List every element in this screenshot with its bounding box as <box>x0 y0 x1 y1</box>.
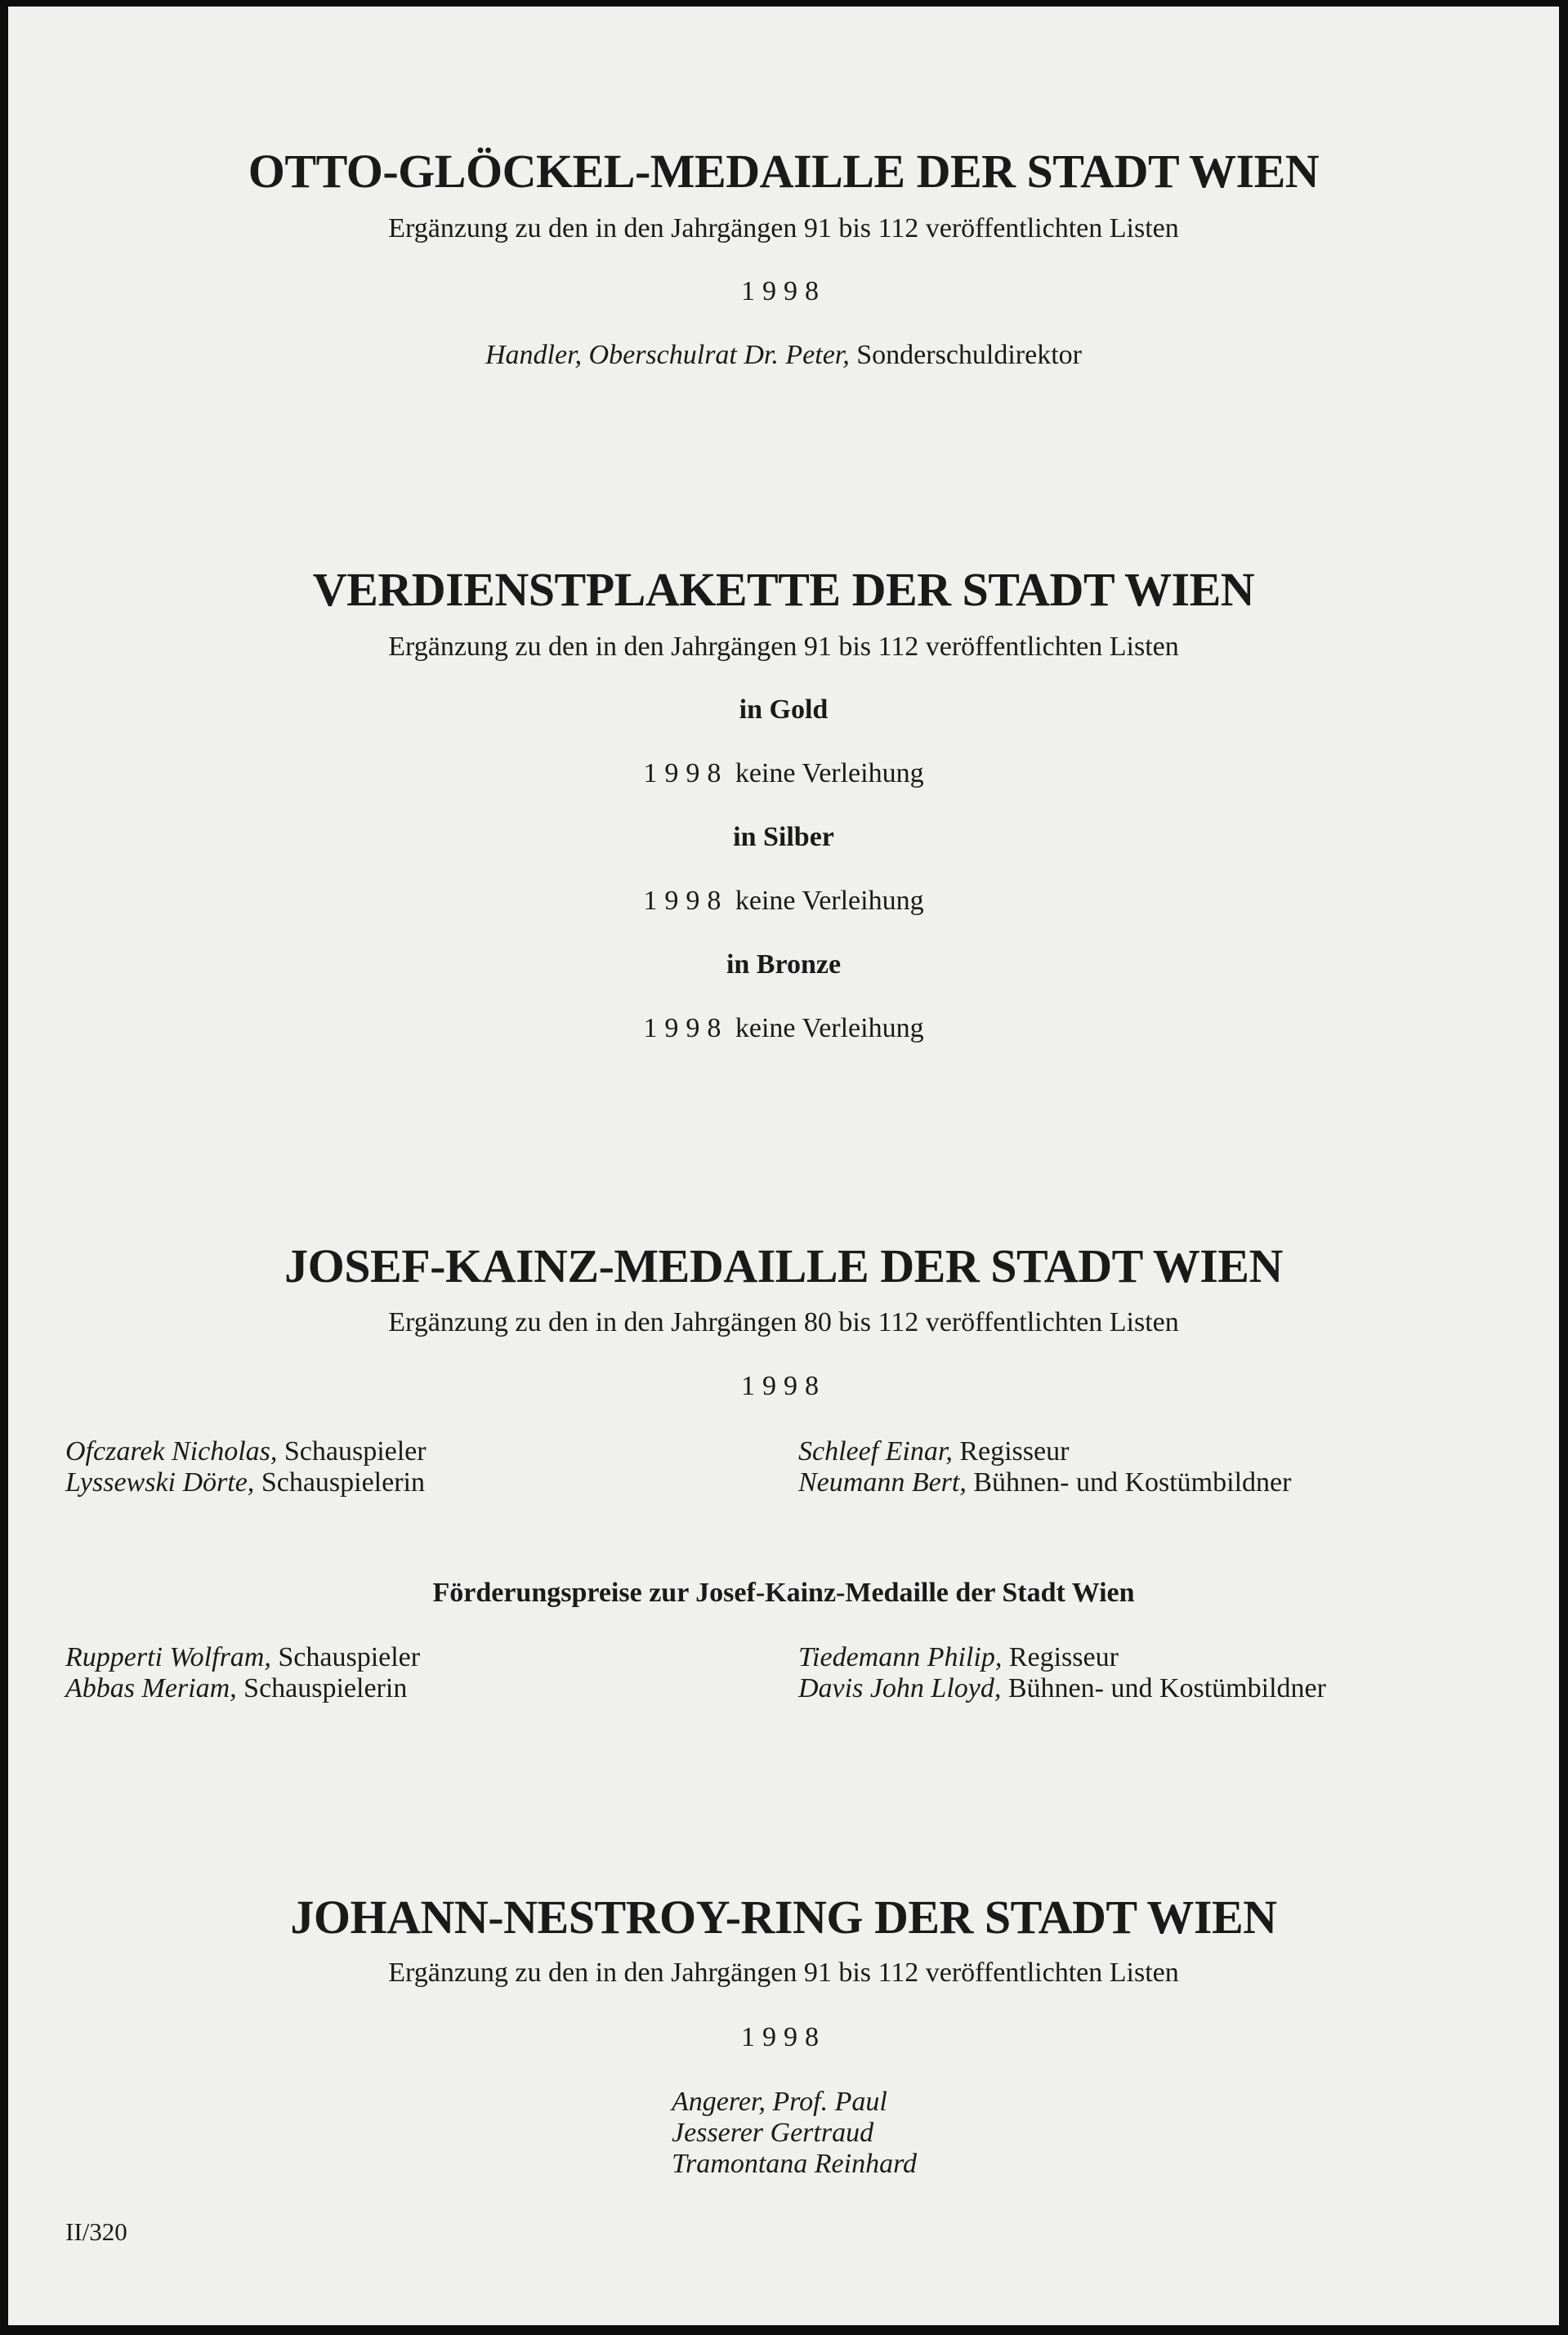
nestroy-list <box>672 2087 917 2180</box>
kainz-title: JOSEF-KAINZ-MEDAILLE DER STADT WIEN <box>284 1239 1283 1293</box>
list-item: Lyssewski Dörte, Schauspielerin <box>65 1467 425 1498</box>
otto-entry-name: Handler, Oberschulrat Dr. Peter, <box>485 340 850 370</box>
nestroy-subtitle: Ergänzung zu den in den Jahrgängen 91 bis 112 veröffentlichten Listen <box>388 1958 1179 1988</box>
foerder-right-list <box>798 1642 1326 1704</box>
foerder-title: Förderungspreise zur Josef-Kainz-Medaille der Stadt Wien <box>432 1578 1135 1608</box>
list-item: Davis John Lloyd, Bühnen- und Kostümbildner <box>798 1673 1326 1703</box>
nestroy-year: 1998 <box>741 2022 826 2052</box>
list-item: Schleef Einar, Regisseur <box>798 1436 1070 1467</box>
otto-year: 1998 <box>741 276 826 306</box>
kainz-subtitle: Ergänzung zu den in den Jahrgängen 80 bis 112 veröffentlichten Listen <box>388 1307 1179 1337</box>
nestroy-title: JOHANN-NESTROY-RING DER STADT WIEN <box>290 1891 1277 1944</box>
bronze-line <box>8 1013 1559 1044</box>
bronze-year: 1998 <box>643 1013 729 1043</box>
gold-line <box>8 758 1559 789</box>
otto-title: OTTO-GLÖCKEL-MEDAILLE DER STADT WIEN <box>248 145 1320 198</box>
list-item: Jesserer Gertraud <box>672 2118 874 2148</box>
gold-text: keine Verleihung <box>735 758 924 788</box>
kainz-right-list <box>798 1436 1291 1498</box>
page-number: II/320 <box>65 2217 127 2246</box>
bronze-label: in Bronze <box>726 949 842 980</box>
gold-year: 1998 <box>643 758 729 788</box>
otto-subtitle: Ergänzung zu den in den Jahrgängen 91 bis 112 veröffentlichten Listen <box>388 213 1179 243</box>
list-item: Tiedemann Philip, Regisseur <box>798 1642 1119 1672</box>
list-item: Rupperti Wolfram, Schauspieler <box>65 1642 421 1672</box>
silber-label: in Silber <box>733 822 834 852</box>
foerder-left-list <box>65 1642 420 1704</box>
otto-entry <box>8 340 1559 371</box>
list-item: Angerer, Prof. Paul <box>672 2087 887 2117</box>
list-item: Abbas Meriam, Schauspielerin <box>65 1673 408 1703</box>
plakette-subtitle: Ergänzung zu den in den Jahrgängen 91 bis 112 veröffentlichten Listen <box>388 632 1179 662</box>
list-item: Neumann Bert, Bühnen- und Kostümbildner <box>798 1467 1292 1498</box>
bronze-text: keine Verleihung <box>735 1013 924 1043</box>
otto-entry-role: Sonderschuldirektor <box>856 340 1082 370</box>
silber-line <box>8 886 1559 917</box>
kainz-left-list <box>65 1436 427 1498</box>
gold-label: in Gold <box>739 694 829 725</box>
list-item: Ofczarek Nicholas, Schauspieler <box>65 1436 427 1467</box>
plakette-title: VERDIENSTPLAKETTE DER STADT WIEN <box>312 563 1255 616</box>
silber-year: 1998 <box>643 886 729 916</box>
document-page <box>8 7 1559 2325</box>
kainz-year: 1998 <box>741 1371 826 1401</box>
list-item: Tramontana Reinhard <box>672 2149 918 2179</box>
silber-text: keine Verleihung <box>735 886 924 916</box>
